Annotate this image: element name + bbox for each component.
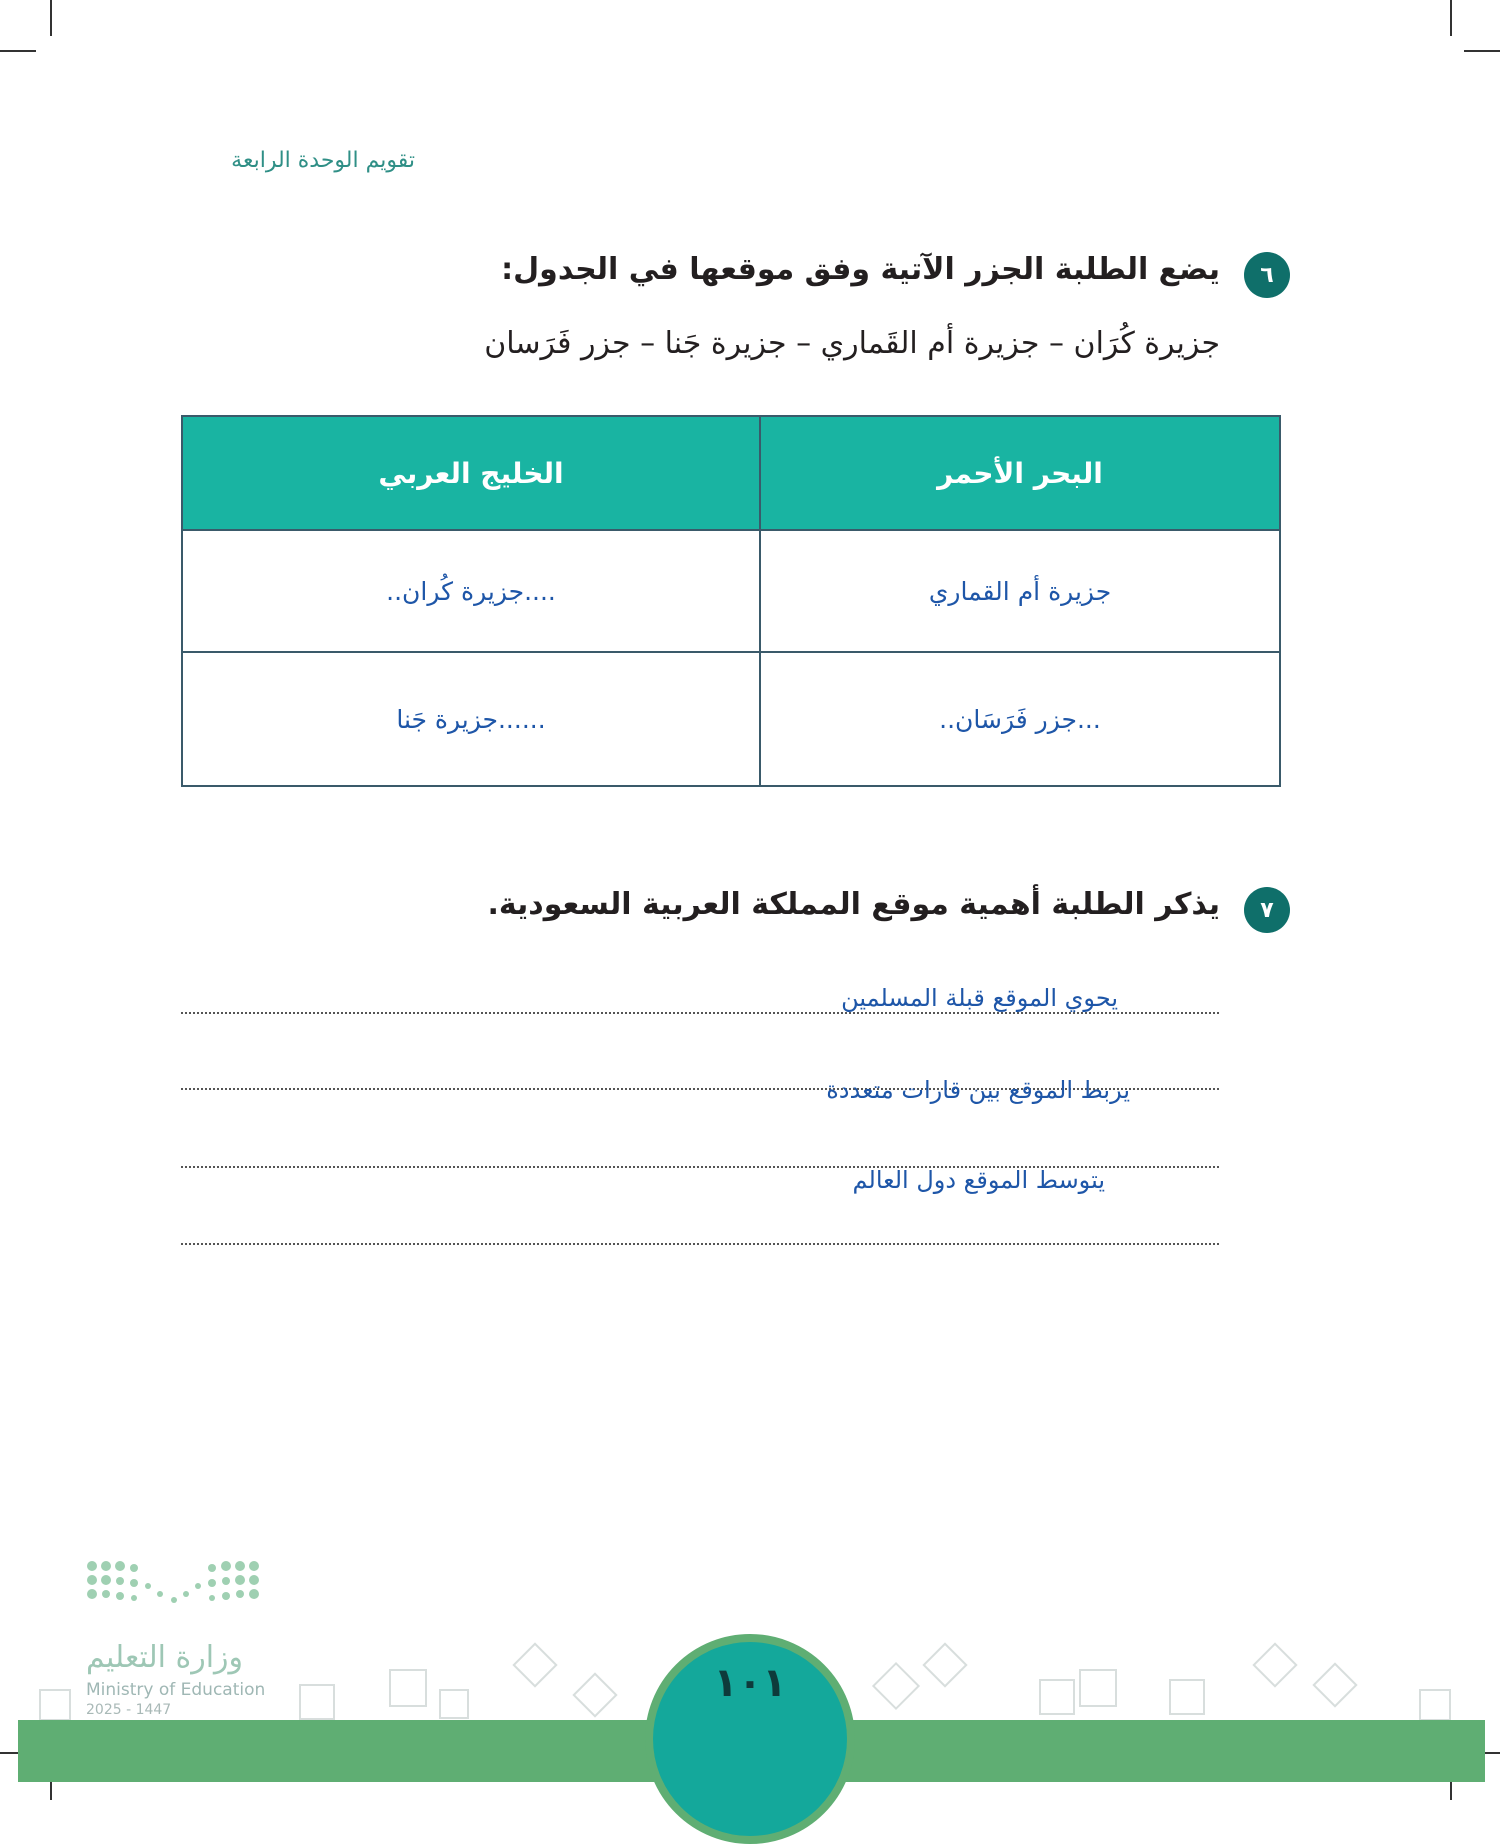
ministry-logo-icon xyxy=(86,1560,276,1630)
page-number: ١٠١ xyxy=(713,1660,787,1706)
question-6-number: ٦ xyxy=(1244,252,1290,298)
question-6-options: جزيرة كُرَان – جزيرة أم القَماري – جزيرة جَنا – جزر فَرَسان xyxy=(484,326,1220,361)
table-cell: ......جزيرة جَنا xyxy=(182,652,760,786)
crop-mark xyxy=(1450,0,1452,36)
answer-text: يتوسط الموقع دول العالم xyxy=(852,1166,1105,1194)
answer-text: يربط الموقع بين قارات متعددة xyxy=(826,1076,1130,1104)
answer-text: يحوي الموقع قبلة المسلمين xyxy=(841,984,1118,1012)
question-6-prompt: يضع الطلبة الجزر الآتية وفق موقعها في الجدول: xyxy=(501,252,1220,287)
answer-line xyxy=(181,1243,1219,1245)
crop-mark xyxy=(1464,50,1500,52)
table-cell: ...جزر فَرَسَان.. xyxy=(760,652,1280,786)
question-7-number: ٧ xyxy=(1244,887,1290,933)
section-title: تقويم الوحدة الرابعة xyxy=(231,148,415,173)
crop-mark xyxy=(50,0,52,36)
ministry-year: 2025 - 1447 xyxy=(86,1702,172,1718)
question-7-prompt: يذكر الطلبة أهمية موقع المملكة العربية السعودية. xyxy=(487,887,1220,922)
ministry-name-english: Ministry of Education xyxy=(86,1680,266,1700)
table-header-red-sea: البحر الأحمر xyxy=(760,416,1280,530)
islands-table xyxy=(181,415,1281,787)
crop-mark xyxy=(0,50,36,52)
table-cell: ....جزيرة كُران.. xyxy=(182,530,760,652)
answer-line xyxy=(181,1012,1219,1014)
table-header-arabian-gulf: الخليج العربي xyxy=(182,416,760,530)
table-cell: جزيرة أم القماري xyxy=(760,530,1280,652)
ministry-name-arabic: وزارة التعليم xyxy=(86,1640,244,1675)
